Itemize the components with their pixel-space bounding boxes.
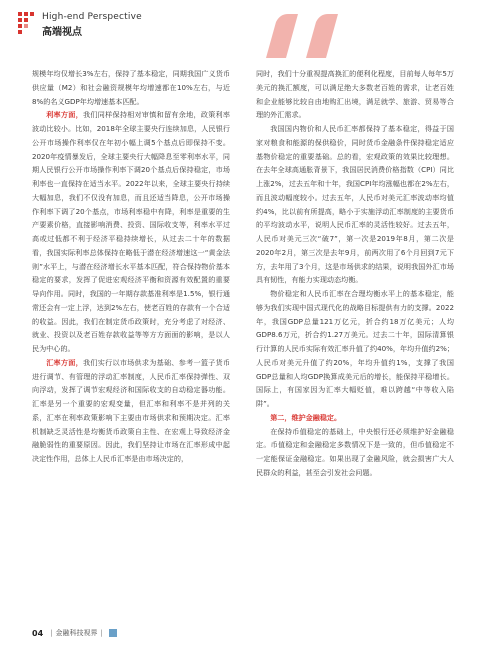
paragraph: 物价稳定和人民币汇率在合理均衡水平上的基本稳定，能够为我们实现中国式现代化的战略目标提供有力的支撑。2022年，我国GDP总量121万亿元，折合约18万亿美元；人均GDP8.6万元，折合约1.27万美元。过去二十年，国际清算银行计算的人民币实际有效汇率升值了约40%，年均升值约2%；人民币对美元升值了约20%，年均升值约1%，支撑了我国GDP总量和人均GDP换算成美元后的增长，能保持平稳增长。国际上，有国家因为汇率大幅贬值，难以跨越“中等收入陷阱”。: [256, 289, 454, 408]
page-number: 04: [32, 628, 44, 638]
quotation-mark-icon: [258, 12, 348, 60]
paragraph-heading: 汇率方面，: [46, 357, 84, 367]
header-logo-icon: [18, 12, 40, 36]
article-column-right: [256, 67, 454, 480]
magazine-logo-icon: [109, 629, 117, 637]
paragraph-body: 我们实行以市场供求为基础、参考一篮子货币进行调节、有管理的浮动汇率制度，人民币汇率保持弹性、双向浮动，发挥了调节宏观经济和国际收支的自动稳定器功能。汇率是另一个重要的宏观变量，但汇率和利率不是并列的关系，汇率在利率政策影响下主要由市场供求和预期决定。汇率机制缺乏灵活性是均衡货币政策自主性、在宏观上导致经济金融脆弱性的重要原因。因此，我们坚持让市场在汇率形成中起决定性作用，总体上人民币汇率是由市场决定的，: [32, 357, 231, 463]
header-english-title: High-end Perspective: [42, 12, 142, 22]
magazine-name: 金融科技视界: [55, 629, 98, 637]
header-chinese-title: 高端视点: [42, 27, 82, 38]
article-column-left: [32, 67, 230, 466]
paragraph: 在保持币值稳定的基础上，中央银行还必须维护好金融稳定。币值稳定和金融稳定多数情况下是一致的，但币值稳定不一定能保证金融稳定。如果出现了金融风险，就会损害广大人民群众的利益，甚至会引发社会问题。: [256, 426, 454, 477]
paragraph-interest-rate: [32, 108, 230, 356]
paragraph-heading: 利率方面，: [46, 110, 84, 120]
paragraph-exchange-rate: [32, 356, 230, 466]
paragraph: 同时，我们十分重视提高换汇的便利化程度，目前每人每年5万美元的换汇额度，可以满足绝大多数老百姓的需求，让老百姓和企业能够比较自由地购汇出境，满足就学、旅游、贸易等合理的外汇需求。: [256, 69, 454, 120]
page-footer: [32, 626, 117, 640]
section-heading: 第二，维护金融稳定。: [270, 412, 342, 422]
paragraph: 规模年均仅增长3%左右，保持了基本稳定，同期我国广义货币供应量（M2）和社会融资规模年均增速都在10%左右，与近8%的名义GDP年均增速基本匹配。: [32, 69, 230, 106]
paragraph: 我国国内物价和人民币汇率都保持了基本稳定，得益于国家对粮食和能源的保供稳价，同时货币金融条件保持稳定适应基物价稳定的重要基础。总的看，宏观政策的效果比较理想。在去年全球高通胀背景下，我国居民消费价格指数（CPI）同比上涨2%，过去五年和十年，我国CPI年均涨幅也都在2%左右，而且波动幅度较小。过去五年，人民币对美元汇率波动率均值约4%，比以前有所提高，略小于实施浮动汇率制度的主要货币的平均波动水平，说明人民币汇率的灵活性较好。过去五年，人民币对美元三次“破7”，第一次是2019年8月，第二次是2020年2月，第三次是去年9月，前两次用了6个月回到7元下方，去年用了3个月，这是市场供求的结果，说明我国外汇市场具有韧性，有能力实现动态均衡。: [256, 124, 454, 285]
section-header: [18, 8, 218, 52]
footer-separator: |: [50, 629, 53, 637]
footer-separator: |: [100, 629, 103, 637]
paragraph-body: 我们同样保持相对审慎和留有余地，政策利率波动比较小。比如，2018年全球主要央行连续加息，人民银行公开市场操作利率仅在年初小幅上调5个基点后即保持不变。2020年疫情暴发后，全球主要央行大幅降息至零利率水平，同期人民银行公开市场操作利率下调20个基点后保持稳定，市场利率也一直保持在适当水平。2022年以来，全球主要央行持续大幅加息，我们不仅没有加息，而且还适当降息，公开市场操作利率下调了20个基点，市场利率稳中有降，利率是重要的生产要素价格，直接影响消费、投资、国际收支等，利率水平过高或过低都不利于经济平稳持续增长，从过去二十年的数据看，我国实际利率总体保持在略低于潜在经济增速这一“黄金法则”水平上，与潜在经济增长水平基本匹配，符合保持物价基本稳定的要求，发挥了促进宏观经济平衡和资源有效配置的重要导向作用。同时，我国的一年期存款基准利率是1.5%，银行通常还会有一定上浮，达到2%左右，使老百姓的存款有一个合适的收益。因此，我们在制定货币政策时，充分考虑了对经济、就业、投资以及老百姓存款收益等等方方面面的影响，是以人民为中心的。: [32, 110, 231, 353]
